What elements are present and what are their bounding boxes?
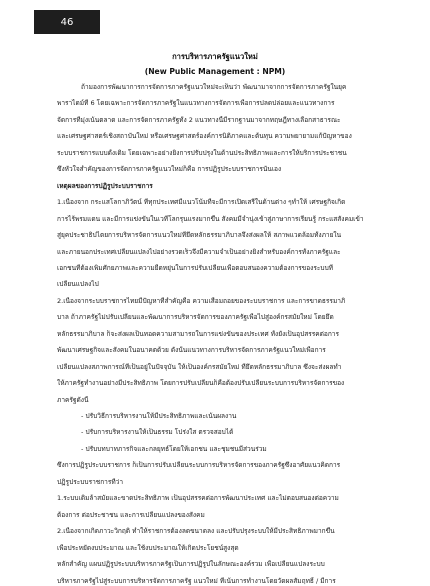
body-line: การไร้พรมแดน และมีการแข่งขันในเวทีโลกรุนแรงมากขึ้น สังคมมีจำนุ่งเข้าสู่ภาษาการเรียนรู้ กระแสสังคมเข้า [57,214,364,223]
body-line: - ปรับการบริหารงานให้เป็นธรรม โปร่งใส ตรวจสอบได้ [81,428,234,437]
body-line: ต้องการ ต่อประชาชน และการเปลี่ยนแปลงของสังคม [57,510,205,519]
body-line: - ปรับวิธีการบริหารงานให้มีประสิทธิภาพและเน้นผลงาน [81,412,237,420]
document-title: การบริหารภาครัฐแนวใหม่ [172,52,258,61]
body-line: ให้ภาครัฐทำงานอย่างมีประสิทธิภาพ โดยการปรับเปลี่ยนก็คือต้องปรับเปลี่ยนระบบการบริหารจัดการของ [57,379,345,388]
body-line: หลักธรรมาภิบาล ก็จะส่งผลเป็นทอดความสามารถในการแข่งขันของประเทศ ทั้งยังเป็นอุปสรรคต่อการ [57,329,339,338]
body-line: พัฒนาเศรษฐกิจและสังคมในอนาคตด้วย ดังนั้นแนวทางการบริหารจัดการภาครัฐแนวใหม่เพื่อการ [57,346,326,355]
body-line: 2.เนื่องจากเกิดภาวะวิกฤติ ทำให้ราชการต้องลดขนาดลง และปรับปรุงระบบให้มีประสิทธิภาพมากขึ้น [57,527,335,536]
document-subtitle: (New Public Management : NPM) [144,67,286,76]
body-line: หลักสำคัญ แผนปฏิรูประบบบริหารภาครัฐเป็นการปฏิรูปในลักษณะองค์รวม เพื่อเปลี่ยนแปลงระบบ [57,560,325,569]
body-line: และภายนอกประเทศเปลี่ยนแปลงไปอย่างรวดเร็วจึงมีความจำเป็นอย่างยิ่งสำหรับองค์การทั้งภาครัฐและ [57,247,341,256]
body-line: บาล ถ้าภาครัฐไม่ปรับเปลี่ยนและพัฒนาการบริหารจัดการของภาครัฐเพื่อไปสู่องค์กรสมัยใหม่ โดยยึด [57,313,334,322]
body-line: ภาครัฐดังนี้ [57,395,89,404]
body-line: 2.เนื่องจากระบบราชการไทยมีปัญหาที่สำคัญคือ ความเสื่อมถอยของระบบราชการ และการขาดธรรมาภิ [57,296,346,305]
body-line: ระบบราชการแบบดั้งเดิม โดยเฉพาะอย่างยิ่งการปรับปรุงในด้านประสิทธิภาพและการให้บริการประชาชน [57,148,347,157]
body-line: 1.ระบบเดิมล้าสมัยและขาดประสิทธิภาพ เป็นอุปสรรคต่อการพัฒนาประเทศ และไม่ตอบสนองต่อความ [57,494,339,503]
page-number: 46 [60,16,74,28]
body-line: จัดการที่มุ่งเน้นตลาด และการจัดการภาครัฐทั้ง 2 แนวทางนี้มีรากฐานมาจากทฤษฎีทางเลือกสาธารณะ [57,115,341,124]
body-line: เอกชนที่ต้องเพิ่มศักยภาพและความยืดหยุ่นในการปรับเปลี่ยนเพื่อตอบสนองความต้องการของระบบที่ [57,263,334,272]
body-line: ถ้ามองการพัฒนาการการจัดการภาครัฐแนวใหม่จะเห็นว่า พัฒนามาจากการจัดการภาครัฐในยุค [81,83,347,91]
body-line: เปลี่ยนแปลงไป [57,280,99,289]
body-line: บริหารภาครัฐไปสู่ระบบการบริหารจัดการภาครัฐ แนวใหม่ ที่เน้นการทำงานโดยวัดผลสัมฤทธิ์ / มีการ [57,576,336,585]
body-line: สู่ยุคประชาธิปไตยการบริหารจัดการแนวใหม่ที่ยึดหลักธรรมาภิบาลจึงส่งผลให้ สภาพแวดล้อมทั้งภายใน [57,231,342,240]
body-line: ซึ่งหัวใจสำคัญของการจัดการภาครัฐแนวใหม่ก็คือ การปฏิรูประบบราชการนั่นเอง [57,165,282,174]
page-number-badge [34,10,100,34]
body-line: เปลี่ยนแปลงสภาพการณ์ที่เป็นอยู่ในปัจจุบัน ให้เป็นองค์กรสมัยใหม่ ที่ยึดหลักธรรมาภิบาล ซึ่งจะส่งผลทำ [57,362,342,371]
body-line: เหตุผลของการปฏิรูประบบราชการ [57,181,153,190]
body-line: 1.เนื่องจาก กระแสโลกาภิวัตน์ ที่ทุกประเทศมีแนวโน้มที่จะมีการเปิดเสรีในด้านต่าง ๆทำให้ เศรษฐกิจเกิด [57,198,346,207]
body-line: เพื่อประหยัดงบประมาณ และใช้งบประมาณให้เกิดประโยชน์สูงสุด [57,543,239,552]
body-line: และเศรษฐศาสตร์เชิงสถาบันใหม่ หรือเศรษฐศาสตร์องค์การนิติภาคและต้นทุน ความพยายามแก้ปัญหาของ [57,132,352,141]
body-line: พาราไดม์ที่ 6 โดยเฉพาะการจัดการภาครัฐในแนวทางการจัดการเพื่อการปลดปล่อยและแนวทางการ [57,99,335,108]
body-line: ปฏิรูประบบราชการที่ว่า [57,477,124,486]
body-line: ซึ่งการปฏิรูประบบราชการ ก็เป็นการปรับเปลี่ยนระบบการบริหารจัดการของภาครัฐซึ่งอาศัยแนวคิดการ [57,461,341,470]
body-line: - ปรับบทบาทภารกิจและกลยุทธ์โดยให้เอกชน และชุมชนมีส่วนร่วม [81,444,267,453]
